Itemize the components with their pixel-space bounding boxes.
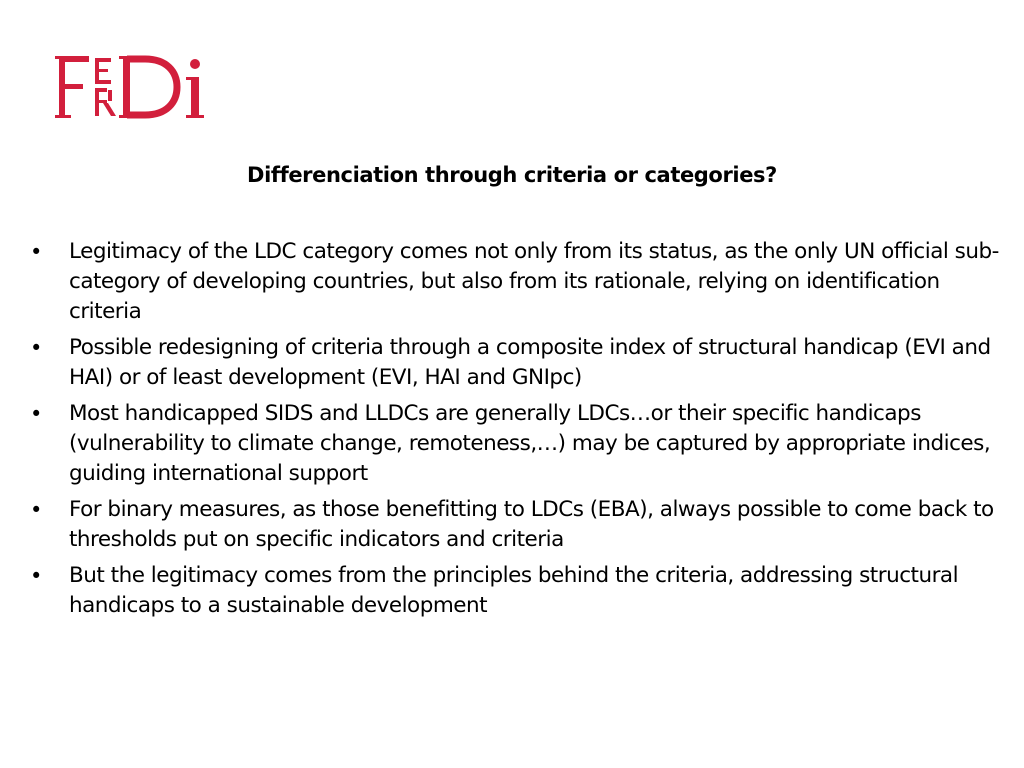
bullet-item: [30, 399, 1000, 489]
ferdi-logo-mark: [55, 50, 223, 124]
bullet-item: [30, 237, 1000, 327]
bullet-text: But the legitimacy comes from the principles behind the criteria, addressing structural handicaps to a sustainable development: [69, 563, 959, 618]
bullet-marker: •: [30, 336, 42, 360]
bullet-text: Possible redesigning of criteria through a composite index of structural handicap (EVI and HAI) or of least development (EVI, HAI and GNIpc): [69, 335, 991, 390]
bullet-item: [30, 333, 1000, 393]
bullet-marker: •: [30, 564, 42, 588]
slide-title: Differenciation through criteria or categories?: [247, 163, 777, 187]
bullet-marker: •: [30, 498, 42, 522]
bullet-text: For binary measures, as those benefitting to LDCs (EBA), always possible to come back to thresholds put on specific indicators and criteria: [69, 497, 994, 552]
ferdi-logo: [55, 50, 223, 124]
bullet-text: Most handicapped SIDS and LLDCs are generally LDCs…or their specific handicaps (vulnerability to climate change, remoteness,…) may be captured by appropriate indices, guiding international support: [69, 401, 991, 486]
bullet-item: [30, 561, 1000, 621]
bullet-list: [30, 237, 1000, 627]
bullet-marker: •: [30, 402, 42, 426]
bullet-item: [30, 495, 1000, 555]
bullet-text: Legitimacy of the LDC category comes not only from its status, as the only UN official sub- category of developing countries, but also from its rationale, relying on identification criteria: [69, 239, 999, 324]
bullet-marker: •: [30, 240, 42, 264]
